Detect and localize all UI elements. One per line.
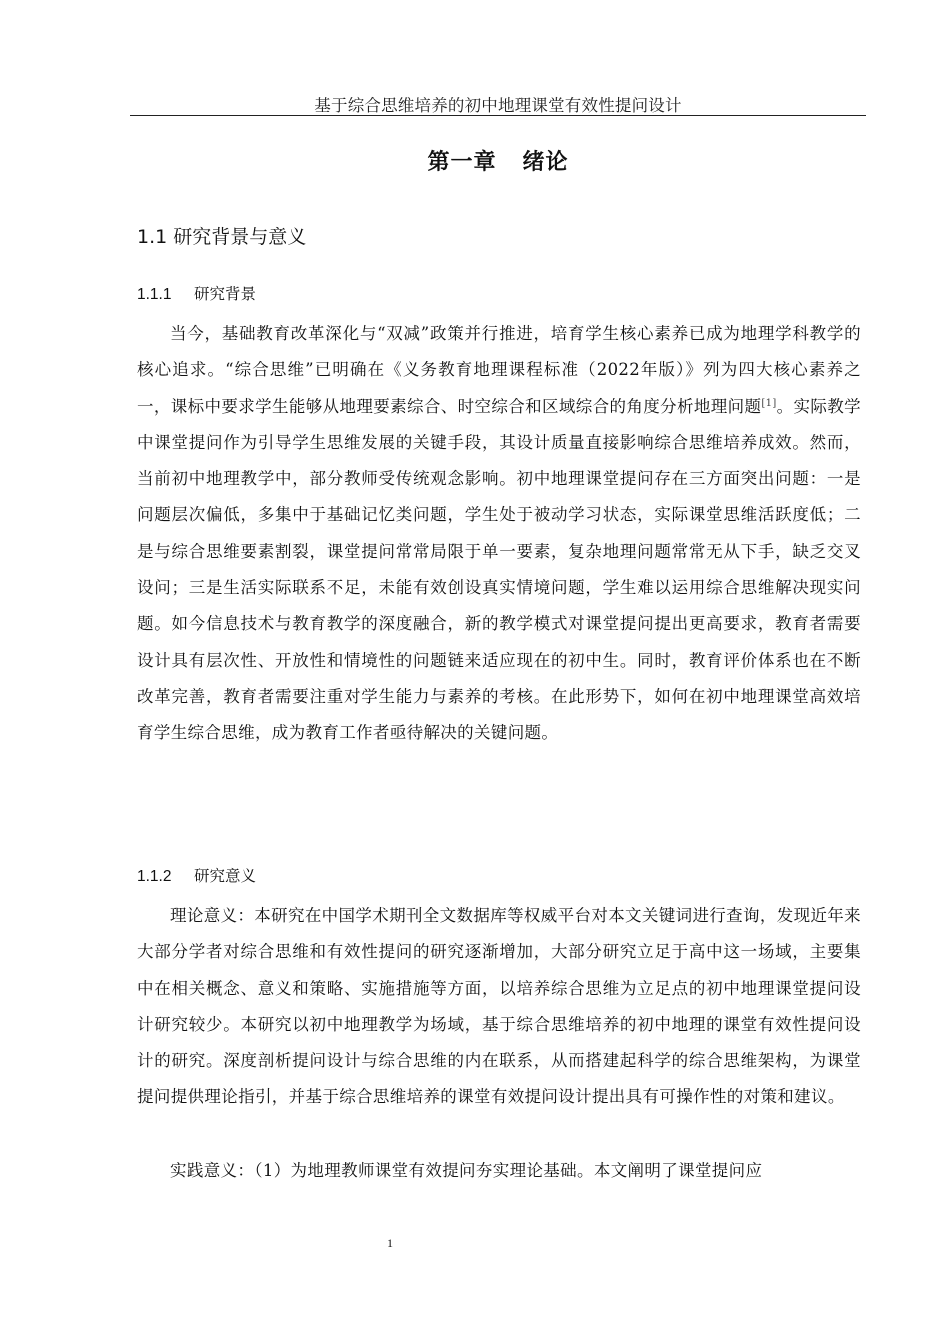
paragraph-theoretical-significance: 理论意义：本研究在中国学术期刊全文数据库等权威平台对本文关键词进行查询，发现近年来大部分学者对综合思维和有效性提问的研究逐渐增加，大部分研究立足于高中这一场域，主要集中在相关概念、意义和策略、实施措施等方面，以培养综合思维为立足点的初中地理课堂提问设计研究较少。本研究以初中地理教学为场域，基于综合思维培养的初中地理的课堂有效性提问设计的研究。深度剖析提问设计与综合思维的内在联系，从而搭建起科学的综合思维架构，为课堂提问提供理论指引，并基于综合思维培养的课堂有效提问设计提出具有可操作性的对策和建议。 <box>137 906 861 1107</box>
chapter-name: 绪论 <box>522 150 569 175</box>
subsection-heading-1-1-2 <box>137 864 256 886</box>
citation-reference[interactable]: [1] <box>761 397 777 409</box>
subsection-number: 1.1.1 <box>137 286 172 303</box>
section-title: 研究背景与意义 <box>173 226 307 248</box>
subsection-title: 研究意义 <box>194 867 257 885</box>
paragraph-text: 。实际教学中课堂提问作为引导学生思维发展的关键手段，其设计质量直接影响综合思维培养成效。然而，当前初中地理教学中，部分教师受传统观念影响。初中地理课堂提问存在三方面突出问题：一是问题层次偏低，多集中于基础记忆类问题，学生处于被动学习状态，实际课堂思维活跃度低；二是与综合思维要素割裂，课堂提问常常局限于单一要素，复杂地理问题常常无从下手，缺乏交叉设问；三是生活实际联系不足，未能有效创设真实情境问题，学生难以运用综合思维解决现实问题。如今信息技术与教育教学的深度融合，新的教学模式对课堂提问提出更高要求，教育者需要设计具有层次性、开放性和情境性的问题链来适应现在的初中生。同时，教育评价体系也在不断改革完善，教育者需要注重对学生能力与素养的考核。在此形势下，如何在初中地理课堂高效培育学生综合思维，成为教育工作者亟待解决的关键问题。 <box>137 396 862 743</box>
paragraph-text: 当今，基础教育改革深化与“双减”政策并行推进，培育学生核心素养已成为地理学科教学的核心追求。“综合思维”已明确在《义务教育地理课程标准（2022年版）》列为四大核心素养之一，课标中要求学生能够从地理要素综合、时空综合和区域综合的角度分析地理问题 <box>137 324 861 416</box>
section-heading-1-1 <box>137 222 306 249</box>
running-header: 基于综合思维培养的初中地理课堂有效性提问设计 <box>314 96 682 115</box>
header-rule <box>130 115 866 116</box>
subsection-heading-1-1-1 <box>137 282 256 304</box>
page-number: 1 <box>387 1236 393 1250</box>
chapter-label: 第一章 <box>427 150 497 175</box>
paragraph-practical-significance: 实践意义：（1）为地理教师课堂有效提问夯实理论基础。本文阐明了课堂提问应 <box>170 1161 763 1180</box>
section-number: 1.1 <box>137 226 168 248</box>
chapter-title <box>0 145 950 176</box>
paragraph-research-background <box>137 316 861 752</box>
subsection-number: 1.1.2 <box>137 868 172 885</box>
subsection-title: 研究背景 <box>194 285 257 303</box>
